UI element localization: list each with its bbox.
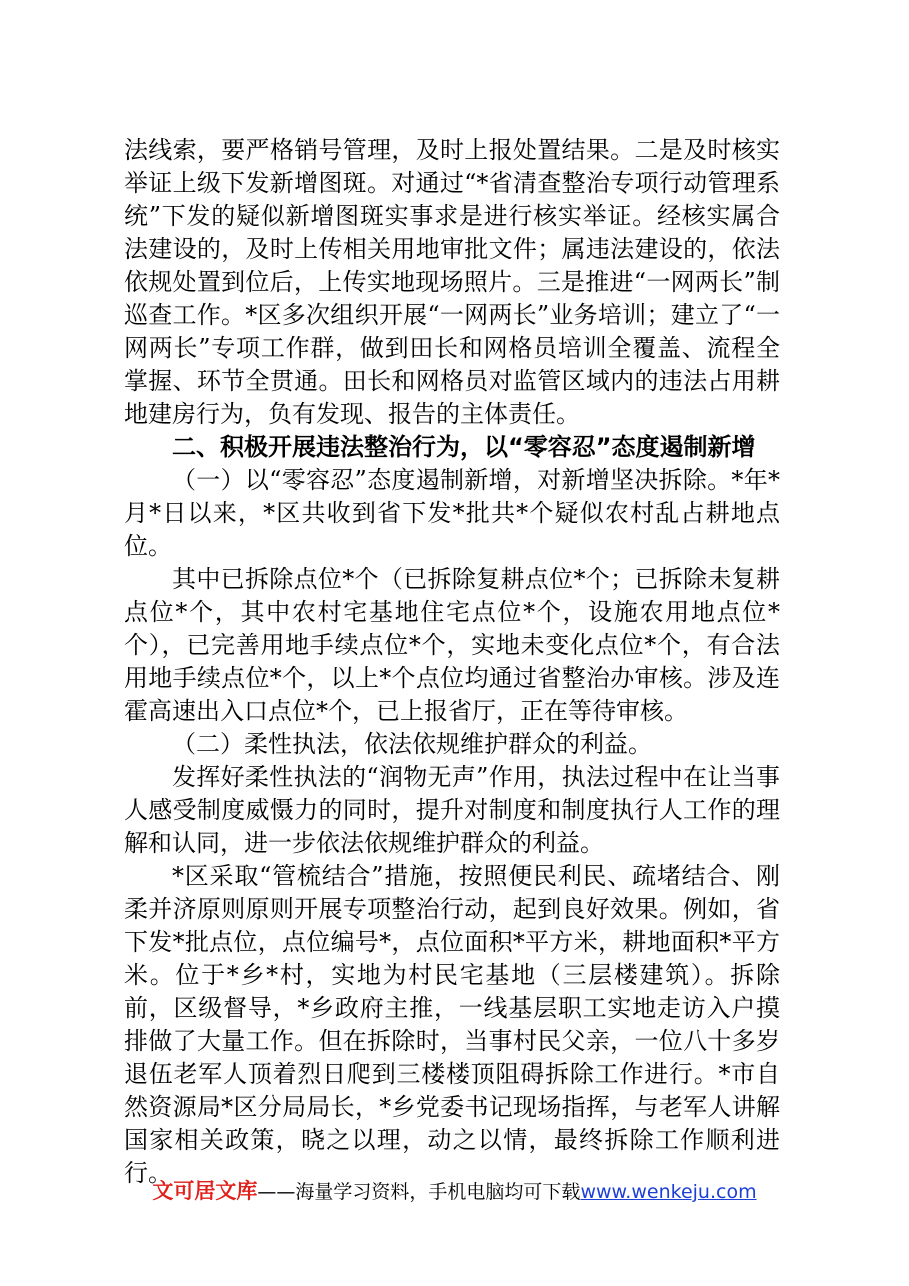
paragraph-continuation: 法线索，要严格销号管理，及时上报处置结果。二是及时核实举证上级下发新增图斑。对通过“*省清查整治专项行动管理系统”下发的疑似新增图斑实事求是进行核实举证。经核实属合法建设的，及时上传相关用地审批文件；属违法建设的，依法依规处置到位后，上传实地现场照片。三是推进“一网两长”制巡查工作。*区多次组织开展“一网两长”业务培训；建立了“一网两长”专项工作群，做到田长和网格员培训全覆盖、流程全掌握、环节全贯通。田长和网格员对监管区域内的违法占用耕地建房行为，负有发现、报告的主体责任。: [124, 136, 780, 428]
paragraph-demolition-stats: 其中已拆除点位*个（已拆除复耕点位*个；已拆除未复耕点位*个，其中农村宅基地住宅点位*个，设施农用地点位*个），已完善用地手续点位*个，实地未变化点位*个，有合法用地手续点位*个，以上*个点位均通过省整治办审核。涉及连霍高速出入口点位*个，已上报省厅，正在等待审核。: [124, 565, 780, 725]
footer-slogan: ——海量学习资料，手机电脑均可下载: [257, 1181, 581, 1203]
paragraph-subsection-1: （一）以“零容忍”态度遏制新增，对新增坚决拆除。*年*月*日以来，*区共收到省下发*批共*个疑似农村乱占耕地点位。: [124, 466, 780, 560]
footer-banner: [0, 1178, 909, 1205]
section-heading: 二、积极开展违法整治行为，以“零容忍”态度遏制新增: [172, 433, 756, 461]
document-body: [124, 134, 780, 1190]
paragraph-case-example: *区采取“管梳结合”措施，按照便民利民、疏堵结合、刚柔并济原则原则开展专项整治行动，起到良好效果。例如，省下发*批点位，点位编号*，点位面积*平方米，耕地面积*平方米。位于*乡*村，实地为村民宅基地（三层楼建筑）。拆除前，区级督导，*乡政府主推，一线基层职工实地走访入户摸排做了大量工作。但在拆除时，当事村民父亲，一位八十多岁退伍老军人顶着烈日爬到三楼楼顶阻碍拆除工作进行。*市自然资源局*区分局局长，*乡党委书记现场指挥，与老军人讲解国家相关政策，晓之以理，动之以情，最终拆除工作顺利进行。: [124, 862, 780, 1187]
paragraph-subsection-2: （二）柔性执法，依法依规维护群众的利益。: [172, 730, 652, 758]
footer-url-link[interactable]: www.wenkeju.com: [580, 1181, 757, 1203]
footer-brand: 文可居文库: [152, 1179, 258, 1203]
paragraph-flexible-enforcement: 发挥好柔性执法的“润物无声”作用，执法过程中在让当事人感受制度威慑力的同时，提升对制度和制度执行人工作的理解和认同，进一步依法依规维护群众的利益。: [124, 763, 780, 857]
